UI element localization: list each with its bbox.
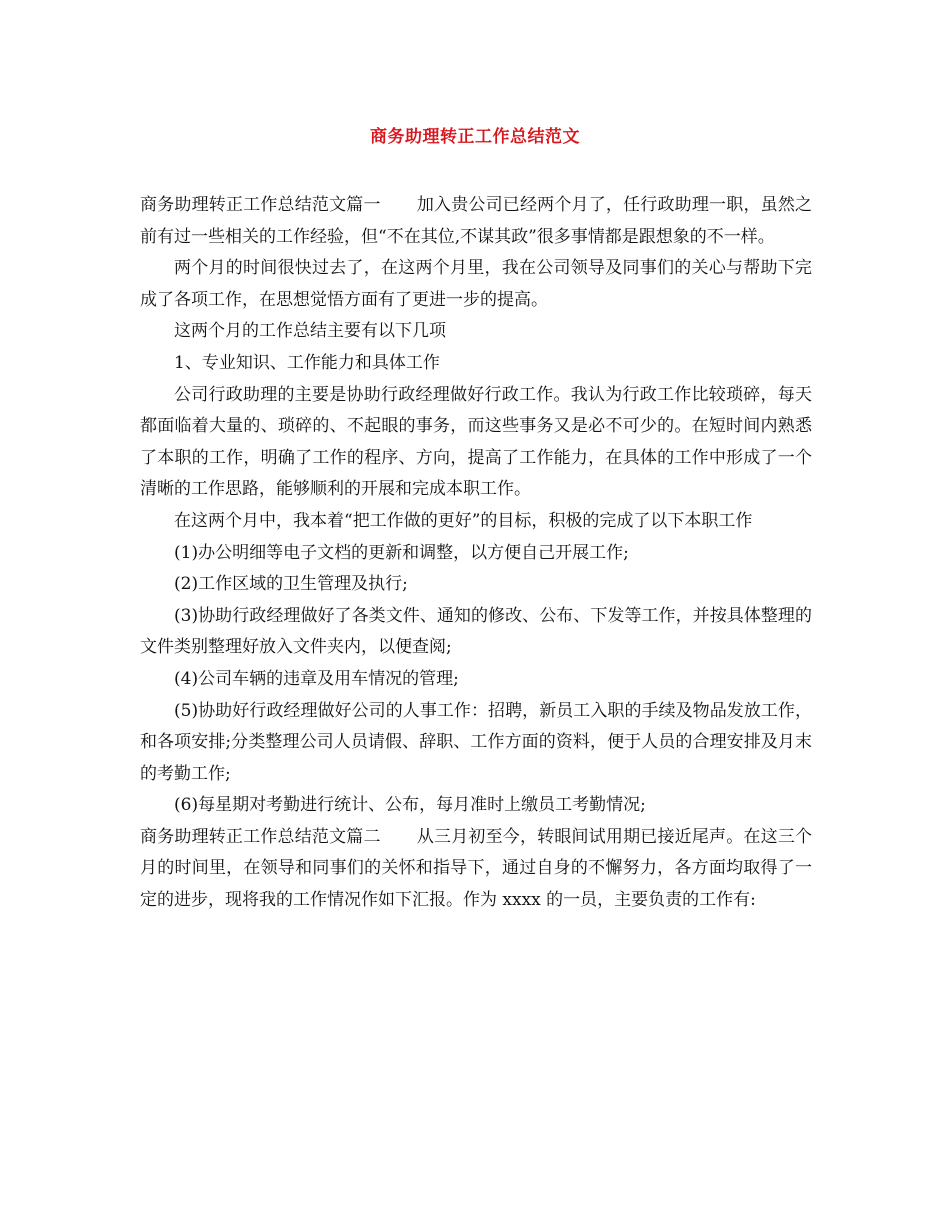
list-item-3: (3)协助行政经理做好了各类文件、通知的修改、公布、下发等工作，并按具体整理的文件类别整理好放入文件夹内，以便查阅; xyxy=(140,605,812,658)
paragraph-4: 1、专业知识、工作能力和具体工作 xyxy=(174,352,440,373)
paragraph-text: 加入贵公司已经两个月了，任行政助理一职，虽然之前有过一些相关的工作经验，但“不在其位,不谋其政”很多事情都是跟想象的不一样。 xyxy=(140,195,813,247)
list-item-4: (4)公司车辆的违章及用车情况的管理; xyxy=(174,668,459,689)
paragraph-3: 这两个月的工作总结主要有以下几项 xyxy=(174,321,446,342)
section-heading-1: 商务助理转正工作总结范文篇一 xyxy=(140,195,381,215)
list-item-6: (6)每星期对考勤进行统计、公布，每月准时上缴员工考勤情况; xyxy=(174,795,646,816)
paragraph-2: 两个月的时间很快过去了，在这两个月里，我在公司领导及同事们的关心与帮助下完成了各项工作，在思想觉悟方面有了更进一步的提高。 xyxy=(140,258,812,310)
list-item-5: (5)协助好行政经理做好公司的人事工作：招聘，新员工入职的手续及物品发放工作，和各项安排;分类整理公司人员请假、辞职、工作方面的资料，便于人员的合理安排及月末的考勤工作; xyxy=(140,700,812,784)
list-item-2: (2)工作区域的卫生管理及执行; xyxy=(174,574,408,595)
section-heading-2: 商务助理转正工作总结范文篇二 xyxy=(140,826,381,847)
list-item-1: (1)办公明细等电子文档的更新和调整，以方便自己开展工作; xyxy=(174,542,629,563)
paragraph-6: 在这两个月中，我本着“把工作做的更好”的目标，积极的完成了以下本职工作 xyxy=(174,510,753,531)
document-body xyxy=(140,190,812,917)
document-title: 商务助理转正工作总结范文 xyxy=(370,127,580,147)
paragraph-text: 从三月初至今，转眼间试用期已接近尾声。在这三个月的时间里，在领导和同事们的关怀和指导下，通过自身的不懈努力，各方面均取得了一定的进步，现将我的工作情况作如下汇报。作为 xxxx 的一员，主要负责的工作有: xyxy=(140,826,813,911)
paragraph-5: 公司行政助理的主要是协助行政经理做好行政工作。我认为行政工作比较琐碎，每天都面临着大量的、琐碎的、不起眼的事务，而这些事务又是必不可少的。在短时间内熟悉了本职的工作，明确了工作的程序、方向，提高了工作能力，在具体的工作中形成了一个清晰的工作思路，能够顺利的开展和完成本职工作。 xyxy=(140,384,812,500)
paragraph-7 xyxy=(140,822,812,917)
paragraph-1 xyxy=(140,190,812,253)
